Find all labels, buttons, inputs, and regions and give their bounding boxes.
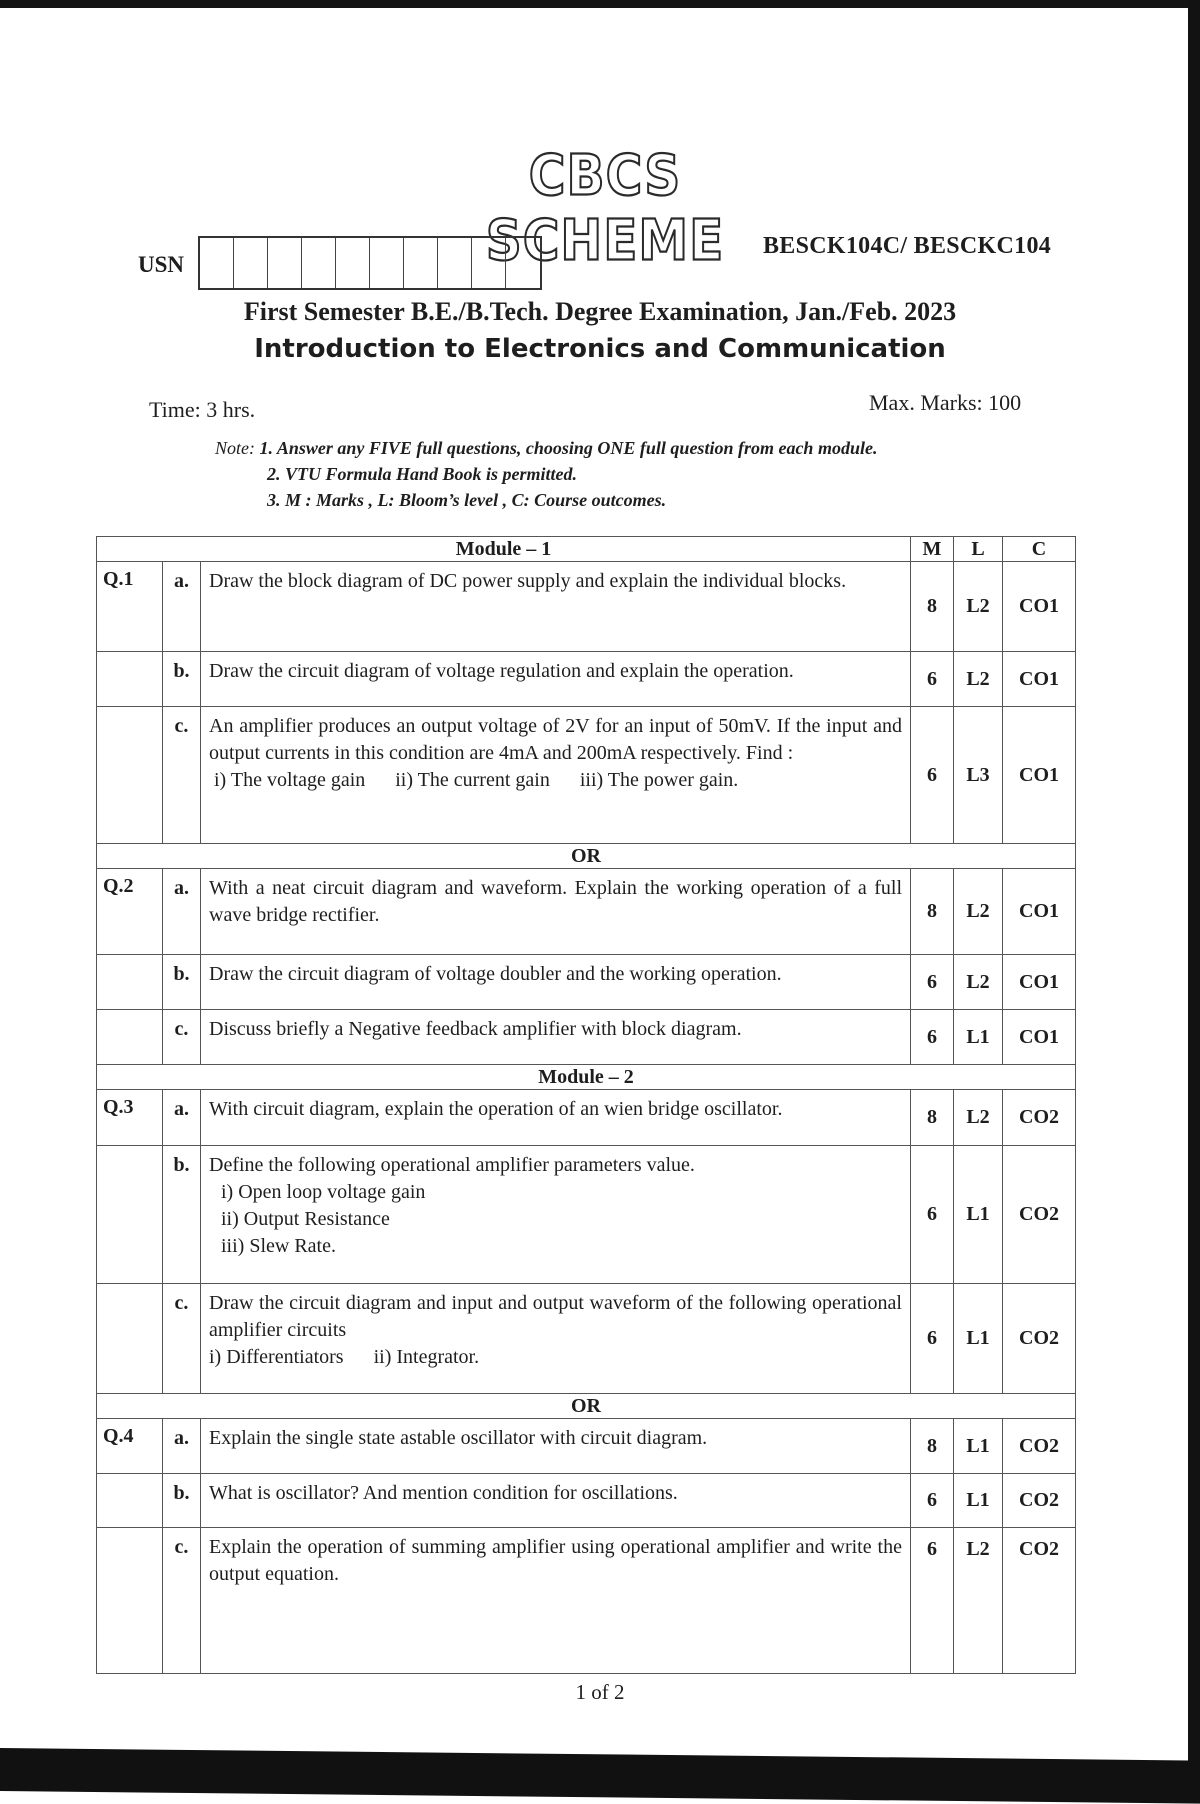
or-1-label: OR: [97, 844, 1076, 869]
q1b-outcome: CO1: [1003, 652, 1076, 707]
q1c-marks: 6: [911, 707, 954, 844]
q4b-row: [97, 1474, 1076, 1528]
q3b-part: b.: [163, 1146, 201, 1284]
q2b-row: [97, 955, 1076, 1010]
q4b-level: L1: [954, 1474, 1003, 1528]
scan-right-edge: [1188, 0, 1200, 1791]
usn-cell: [200, 238, 234, 288]
q3-number: Q.3: [97, 1090, 163, 1146]
q2b-text: Draw the circuit diagram of voltage doubler and the working operation.: [201, 955, 911, 1010]
q2a-text: With a neat circuit diagram and waveform. Explain the working operation of a full wave bridge rectifier.: [201, 869, 911, 955]
q2c-row: [97, 1010, 1076, 1065]
usn-box-row: [198, 236, 542, 290]
q3c-text: Draw the circuit diagram and input and output waveform of the following operational amplifier circuits: [209, 1292, 902, 1341]
q3a-text: With circuit diagram, explain the operation of an wien bridge oscillator.: [201, 1090, 911, 1146]
q4c-number-cell: [97, 1528, 163, 1674]
q1c-options: [209, 767, 902, 794]
module-2-heading: Module – 2: [97, 1065, 1076, 1090]
col-outcome-heading: C: [1003, 537, 1076, 562]
q4c-level: L2: [954, 1528, 1003, 1674]
usn-cell: [506, 238, 540, 288]
col-marks-heading: M: [911, 537, 954, 562]
q2-number: Q.2: [97, 869, 163, 955]
usn-label: USN: [138, 252, 185, 277]
q2c-number-cell: [97, 1010, 163, 1065]
max-marks: Max. Marks: 100: [869, 390, 1022, 415]
q3c-row: [97, 1284, 1076, 1394]
q1a-row: [97, 562, 1076, 652]
q2a-outcome: CO1: [1003, 869, 1076, 955]
note-line-1: [215, 435, 877, 461]
q4c-part: c.: [163, 1528, 201, 1674]
q4b-marks: 6: [911, 1474, 954, 1528]
q1b-level: L2: [954, 652, 1003, 707]
q1c-option-3: iii) The power gain.: [579, 769, 739, 791]
q1a-text: Draw the block diagram of DC power supply and explain the individual blocks.: [201, 562, 911, 652]
module-2-header-row: [97, 1065, 1076, 1090]
q1b-part: b.: [163, 652, 201, 707]
cbcs-scheme-logo: CBCS SCHEME: [485, 143, 725, 273]
q2a-row: [97, 869, 1076, 955]
module-1-heading: Module – 1: [97, 537, 911, 562]
q3a-level: L2: [954, 1090, 1003, 1146]
q1c-row: [97, 707, 1076, 844]
q1c-content: [201, 707, 911, 844]
q3b-number-cell: [97, 1146, 163, 1284]
q4b-number-cell: [97, 1474, 163, 1528]
question-table: [96, 536, 1076, 1674]
q3c-level: L1: [954, 1284, 1003, 1394]
usn-cell: [336, 238, 370, 288]
module-1-header-row: [97, 537, 1076, 562]
q3b-marks: 6: [911, 1146, 954, 1284]
scan-top-edge: [0, 0, 1200, 8]
usn-cell: [472, 238, 506, 288]
col-level-heading: L: [954, 537, 1003, 562]
q4a-outcome: CO2: [1003, 1419, 1076, 1474]
q4a-marks: 8: [911, 1419, 954, 1474]
q1c-text: An amplifier produces an output voltage of 2V for an input of 50mV. If the input and output currents in this condition are 4mA and 200mA respectively. Find :: [209, 715, 902, 764]
usn-cell: [268, 238, 302, 288]
q3c-options: [209, 1344, 902, 1371]
q1a-part: a.: [163, 562, 201, 652]
q1a-outcome: CO1: [1003, 562, 1076, 652]
or-2-label: OR: [97, 1394, 1076, 1419]
q3b-row: [97, 1146, 1076, 1284]
q3c-option-1: i) Differentiators: [209, 1346, 344, 1368]
q2c-level: L1: [954, 1010, 1003, 1065]
q2c-text: Discuss briefly a Negative feedback amplifier with block diagram.: [201, 1010, 911, 1065]
q1c-option-2: ii) The current gain: [395, 769, 550, 791]
q3a-part: a.: [163, 1090, 201, 1146]
q1b-row: [97, 652, 1076, 707]
note-1-text: 1. Answer any FIVE full questions, choosing ONE full question from each module.: [259, 438, 878, 458]
q1c-level: L3: [954, 707, 1003, 844]
q3c-part: c.: [163, 1284, 201, 1394]
note-line-2: 2. VTU Formula Hand Book is permitted.: [267, 464, 578, 484]
q2b-outcome: CO1: [1003, 955, 1076, 1010]
note-line-3: 3. M : Marks , L: Bloom’s level , C: Course outcomes.: [267, 490, 667, 510]
q3a-outcome: CO2: [1003, 1090, 1076, 1146]
q2c-outcome: CO1: [1003, 1010, 1076, 1065]
q3b-level: L1: [954, 1146, 1003, 1284]
scan-bottom-edge: [0, 1748, 1200, 1804]
note-block: [215, 435, 877, 513]
q1c-number-cell: [97, 707, 163, 844]
usn-cell: [438, 238, 472, 288]
q3b-outcome: CO2: [1003, 1146, 1076, 1284]
q2b-number-cell: [97, 955, 163, 1010]
q2c-marks: 6: [911, 1010, 954, 1065]
page-number: 1 of 2: [575, 1680, 625, 1704]
q2b-part: b.: [163, 955, 201, 1010]
q3a-marks: 8: [911, 1090, 954, 1146]
usn-cell: [404, 238, 438, 288]
q3c-number-cell: [97, 1284, 163, 1394]
q1a-level: L2: [954, 562, 1003, 652]
q1b-number-cell: [97, 652, 163, 707]
time-allowed: Time: 3 hrs.: [149, 397, 256, 422]
q3b-sub-3: iii) Slew Rate.: [221, 1235, 336, 1257]
exam-title: First Semester B.E./B.Tech. Degree Examination, Jan./Feb. 2023: [243, 297, 957, 326]
q4a-row: [97, 1419, 1076, 1474]
q1b-text: Draw the circuit diagram of voltage regulation and explain the operation.: [201, 652, 911, 707]
q4a-text: Explain the single state astable oscillator with circuit diagram.: [201, 1419, 911, 1474]
q4-number: Q.4: [97, 1419, 163, 1474]
or-2-row: [97, 1394, 1076, 1419]
q2a-level: L2: [954, 869, 1003, 955]
or-1-row: [97, 844, 1076, 869]
q1c-part: c.: [163, 707, 201, 844]
q4a-part: a.: [163, 1419, 201, 1474]
q2b-marks: 6: [911, 955, 954, 1010]
q2a-part: a.: [163, 869, 201, 955]
q1a-marks: 8: [911, 562, 954, 652]
q4b-outcome: CO2: [1003, 1474, 1076, 1528]
q1-number: Q.1: [97, 562, 163, 652]
q4c-marks: 6: [911, 1528, 954, 1674]
q2b-level: L2: [954, 955, 1003, 1010]
q4c-row: [97, 1528, 1076, 1674]
q3c-content: [201, 1284, 911, 1394]
q2c-part: c.: [163, 1010, 201, 1065]
q3b-text: Define the following operational amplifier parameters value.: [209, 1154, 695, 1176]
q3c-option-2: ii) Integrator.: [373, 1346, 480, 1368]
q4c-text: Explain the operation of summing amplifier using operational amplifier and write the output equation.: [201, 1528, 911, 1674]
q3b-content: [201, 1146, 911, 1284]
q4b-text: What is oscillator? And mention condition for oscillations.: [201, 1474, 911, 1528]
q1c-outcome: CO1: [1003, 707, 1076, 844]
q3c-outcome: CO2: [1003, 1284, 1076, 1394]
usn-cell: [370, 238, 404, 288]
q2a-marks: 8: [911, 869, 954, 955]
q4c-outcome: CO2: [1003, 1528, 1076, 1674]
q3c-marks: 6: [911, 1284, 954, 1394]
usn-cell: [234, 238, 268, 288]
q3b-sub-1: i) Open loop voltage gain: [221, 1181, 426, 1203]
q3a-row: [97, 1090, 1076, 1146]
note-lead: Note:: [215, 438, 255, 458]
subject-code: BESCK104C/ BESCKC104: [763, 233, 1052, 259]
subject-title: Introduction to Electronics and Communication: [254, 334, 946, 364]
q1c-option-1: i) The voltage gain: [214, 769, 366, 791]
usn-cell: [302, 238, 336, 288]
q4a-level: L1: [954, 1419, 1003, 1474]
q3b-sub-2: ii) Output Resistance: [221, 1208, 390, 1230]
q1b-marks: 6: [911, 652, 954, 707]
q4b-part: b.: [163, 1474, 201, 1528]
